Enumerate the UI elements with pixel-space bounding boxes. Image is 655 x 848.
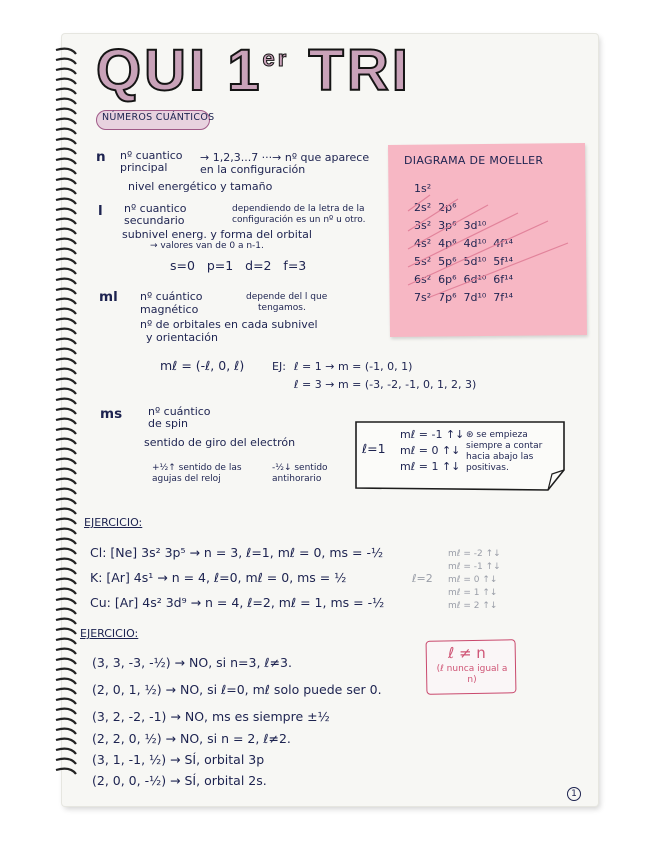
l-note2: → valores van de 0 a n-1. [150,241,264,251]
l-note1: subnivel energ. y forma del orbital [122,228,312,241]
exercise-1-side-row-5: mℓ = 2 ↑↓ [448,601,498,611]
rule-note-main: ℓ ≠ n [448,644,486,662]
moeller-row-5: 5s² 5p⁶ 5d¹⁰ 5f¹⁴ [414,255,513,268]
exercise-2-line-3: (3, 2, -2, -1) → NO, ms es siempre ±½ [92,709,330,724]
n-values: → 1,2,3...7 ···→ nº que aparece en la configuración [200,151,370,176]
exercise-2-heading: EJERCICIO: [80,627,139,640]
exercise-2-line-1: (3, 3, -3, -½) → NO, si n=3, ℓ≠3. [92,655,292,670]
moeller-diagonal-arrows [400,185,580,305]
exercise-1-side-row-1: mℓ = -2 ↑↓ [448,549,501,559]
page-title: QUI 1er TRI [96,38,411,103]
exercise-1-side-row-4: mℓ = 1 ↑↓ [448,588,498,598]
spin-box-label: ℓ=1 [362,441,386,456]
ml-desc1: depende del l que [246,292,328,302]
exercise-1-line-2: K: [Ar] 4s¹ → n = 4, ℓ=0, mℓ = 0, ms = ½ [90,570,347,585]
l-name: nº cuantico secundario [124,202,187,227]
ms-symbol: ms [100,406,123,422]
l-desc1: dependiendo de la letra de la [232,204,365,214]
l-desc2: configuración es un nº u otro. [232,215,366,225]
exercise-1-side-label: ℓ=2 [412,572,433,585]
exercise-1-side-row-3: mℓ = 0 ↑↓ [448,575,498,585]
ms-minus: -½↓ sentido antihorario [272,463,328,484]
moeller-row-6: 6s² 6p⁶ 6d¹⁰ 6f¹⁴ [414,273,513,286]
moeller-row-2: 2s² 2p⁶ [414,201,457,214]
spin-box-row-2: mℓ = 0 ↑↓ [400,444,461,457]
ml-note1: nº de orbitales en cada subnivel [140,318,318,331]
ml-symbol: ml [99,289,118,305]
moeller-row-1: 1s² [414,182,432,195]
spiral-binding [52,44,78,784]
spin-box-note: ⊛ se empieza siempre a contar hacia abajo las positivas. [466,430,543,473]
page-number: 1 [567,787,581,801]
exercise-1-side-row-2: mℓ = -1 ↑↓ [448,562,501,572]
ms-note: sentido de giro del electrón [144,436,296,449]
n-symbol: n [96,149,106,165]
section-badge-label: NÚMEROS CUÁNTICOS [102,112,215,123]
exercise-1-line-3: Cu: [Ar] 4s² 3d⁹ → n = 4, ℓ=2, mℓ = 1, ms = -½ [90,595,385,610]
exercise-2-line-6: (2, 0, 0, -½) → SÍ, orbital 2s. [92,773,267,788]
moeller-row-7: 7s² 7p⁶ 7d¹⁰ 7f¹⁴ [414,291,513,304]
ms-plus: +½↑ sentido de las agujas del reloj [152,463,242,484]
n-note: nivel energético y tamaño [128,180,273,193]
exercise-1-line-1: Cl: [Ne] 3s² 3p⁵ → n = 3, ℓ=1, mℓ = 0, ms = -½ [90,545,384,560]
spin-box-row-1: mℓ = -1 ↑↓ [400,428,465,441]
moeller-title: DIAGRAMA DE MOELLER [404,154,544,167]
exercise-2-line-4: (2, 2, 0, ½) → NO, si n = 2, ℓ≠2. [92,731,291,746]
exercise-2-line-5: (3, 1, -1, ½) → SÍ, orbital 3p [92,752,265,767]
l-symbol: l [98,203,103,219]
n-name: nº cuantico principal [120,149,183,174]
ml-name: nº cuántico magnético [140,290,203,316]
rule-note-sub: (ℓ nunca igual a n) [436,664,508,685]
exercise-1-heading: EJERCICIO: [84,516,143,529]
spin-box-row-3: mℓ = 1 ↑↓ [400,460,461,473]
ml-desc2: tengamos. [258,303,306,313]
l-values: s=0 p=1 d=2 f=3 [170,258,307,273]
moeller-row-3: 3s² 3p⁶ 3d¹⁰ [414,219,487,232]
ml-example-label: EJ: [272,360,286,373]
ml-note2: y orientación [146,331,218,344]
ml-example-1: ℓ = 1 → m = (-1, 0, 1) [294,360,413,373]
moeller-row-4: 4s² 4p⁶ 4d¹⁰ 4f¹⁴ [414,237,513,250]
exercise-2-line-2: (2, 0, 1, ½) → NO, si ℓ=0, mℓ solo puede ser 0. [92,682,382,697]
ml-example-2: ℓ = 3 → m = (-3, -2, -1, 0, 1, 2, 3) [294,378,477,391]
ml-formula: mℓ = (-ℓ, 0, ℓ) [160,358,245,373]
ms-name: nº cuántico de spin [148,405,211,430]
